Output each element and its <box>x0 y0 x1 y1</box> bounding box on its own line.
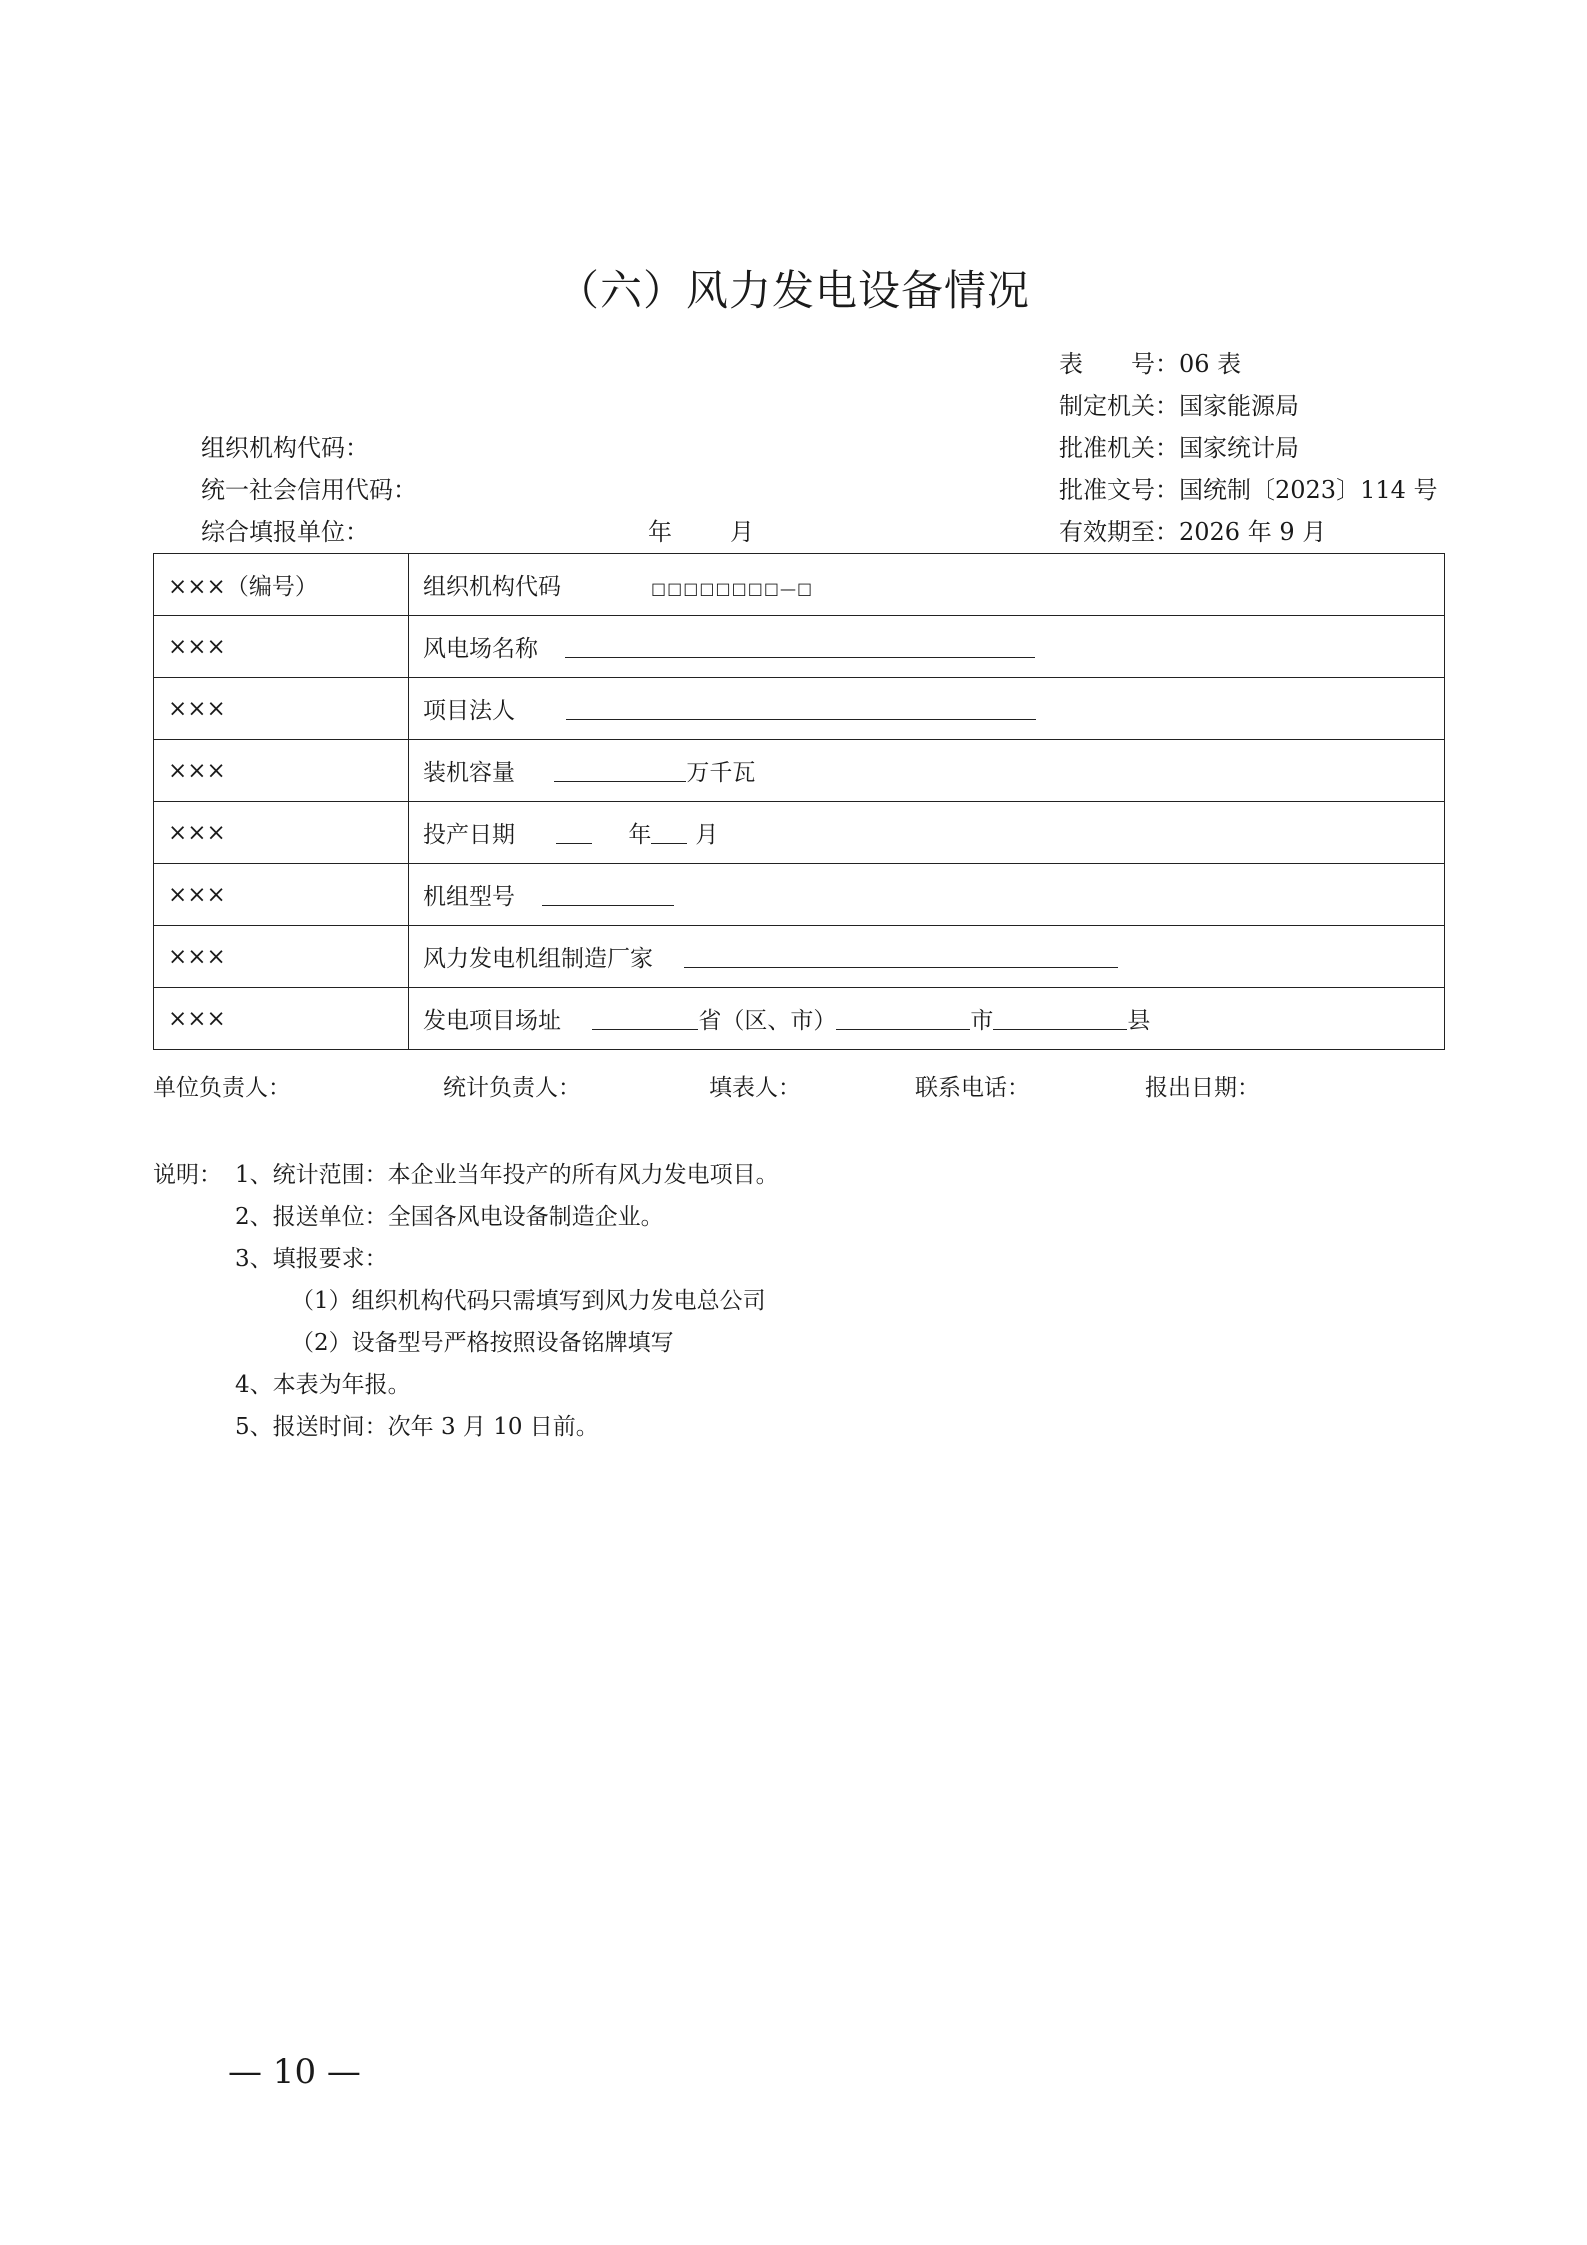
meta-key: 批准机关： <box>1059 434 1179 462</box>
note-item: 5、报送时间：次年 3 月 10 日前。 <box>235 1414 599 1440</box>
legal-entity-cell <box>409 678 1445 740</box>
equipment-form-table <box>153 553 1445 1050</box>
field-label: 投产日期 <box>423 822 515 848</box>
field-label: 项目法人 <box>423 698 515 724</box>
note-subitem: （2）设备型号严格按照设备铭牌填写 <box>291 1330 674 1356</box>
table-row <box>154 926 1445 988</box>
page-title: （六）风力发电设备情况 <box>556 266 1030 315</box>
row-code: ××× <box>154 678 409 740</box>
wind-farm-name-cell <box>409 616 1445 678</box>
table-row <box>154 616 1445 678</box>
commission-month-label: 月 <box>695 822 719 848</box>
meta-valid-until <box>1059 511 1438 553</box>
meta-value: 国统制〔2023〕114 号 <box>1179 476 1438 504</box>
manufacturer-cell <box>409 926 1445 988</box>
sign-unit-head: 单位负责人： <box>153 1075 291 1101</box>
row-code: ××× <box>154 802 409 864</box>
meta-value: 国家统计局 <box>1179 434 1299 462</box>
meta-key: 有效期至： <box>1059 518 1179 546</box>
period-year: 年 <box>648 518 672 546</box>
meta-value: 2026 年 9 月 <box>1179 518 1327 546</box>
meta-value: 06 表 <box>1179 350 1242 378</box>
code-boxes[interactable]: □□□□□□□□—□ <box>651 579 814 598</box>
capacity-unit: 万千瓦 <box>686 760 756 786</box>
province-blank[interactable] <box>592 1007 698 1030</box>
note-item: 3、填报要求： <box>235 1246 388 1272</box>
table-row <box>154 554 1445 616</box>
meta-value: 国家能源局 <box>1179 392 1299 420</box>
commission-month-blank[interactable] <box>651 821 687 844</box>
county-blank[interactable] <box>993 1007 1127 1030</box>
unit-model-blank[interactable] <box>542 883 674 906</box>
row-code: ××× <box>154 926 409 988</box>
form-metadata <box>1059 343 1438 553</box>
sign-filler: 填表人： <box>709 1075 801 1101</box>
province-label: 省（区、市） <box>698 1008 837 1034</box>
meta-key: 表 号： <box>1059 350 1179 378</box>
row-code: ××× <box>154 864 409 926</box>
table-row <box>154 864 1445 926</box>
capacity-cell <box>409 740 1445 802</box>
field-label: 组织机构代码 <box>423 574 561 600</box>
county-label: 县 <box>1127 1008 1151 1034</box>
sign-phone: 联系电话： <box>915 1075 1030 1101</box>
meta-key: 制定机关： <box>1059 392 1179 420</box>
field-label: 风力发电机组制造厂家 <box>423 946 653 972</box>
meta-form-number <box>1059 343 1438 385</box>
field-label: 机组型号 <box>423 884 515 910</box>
org-code-label: 组织机构代码： <box>201 434 369 462</box>
site-location-cell <box>409 988 1445 1050</box>
table-row <box>154 988 1445 1050</box>
legal-entity-blank[interactable] <box>566 697 1036 720</box>
field-label: 发电项目场址 <box>423 1008 561 1034</box>
wind-farm-name-blank[interactable] <box>565 635 1035 658</box>
commission-date-cell <box>409 802 1445 864</box>
row-code: ××× <box>154 616 409 678</box>
respondent-info <box>201 427 417 553</box>
note-subitem: （1）组织机构代码只需填写到风力发电总公司 <box>291 1288 766 1314</box>
city-blank[interactable] <box>836 1007 970 1030</box>
row-code: ××× <box>154 988 409 1050</box>
meta-key: 批准文号： <box>1059 476 1179 504</box>
sign-stat-head: 统计负责人： <box>443 1075 581 1101</box>
manufacturer-blank[interactable] <box>684 945 1118 968</box>
meta-approval-number <box>1059 469 1438 511</box>
capacity-blank[interactable] <box>554 759 686 782</box>
meta-approving-authority <box>1059 427 1438 469</box>
commission-year-label: 年 <box>628 822 652 848</box>
note-item: 2、报送单位：全国各风电设备制造企业。 <box>235 1204 664 1230</box>
reporting-unit-label: 综合填报单位： <box>201 518 369 546</box>
meta-issuing-authority <box>1059 385 1438 427</box>
table-row <box>154 678 1445 740</box>
note-item: 1、统计范围：本企业当年投产的所有风力发电项目。 <box>235 1162 779 1188</box>
note-item: 4、本表为年报。 <box>235 1372 411 1398</box>
period-month: 月 <box>730 518 754 546</box>
field-label: 风电场名称 <box>423 636 538 662</box>
page-number: — 10 — <box>228 2052 361 2092</box>
unit-model-cell <box>409 864 1445 926</box>
row-code: ×××（编号） <box>154 554 409 616</box>
table-row <box>154 740 1445 802</box>
commission-year-blank[interactable] <box>556 821 592 844</box>
org-code-cell <box>409 554 1445 616</box>
row-code: ××× <box>154 740 409 802</box>
table-row <box>154 802 1445 864</box>
credit-code-label: 统一社会信用代码： <box>201 476 417 504</box>
sign-report-date: 报出日期： <box>1145 1075 1260 1101</box>
notes-prefix: 说明： <box>153 1162 222 1188</box>
report-period <box>648 511 754 553</box>
field-label: 装机容量 <box>423 760 515 786</box>
city-label: 市 <box>970 1008 994 1034</box>
